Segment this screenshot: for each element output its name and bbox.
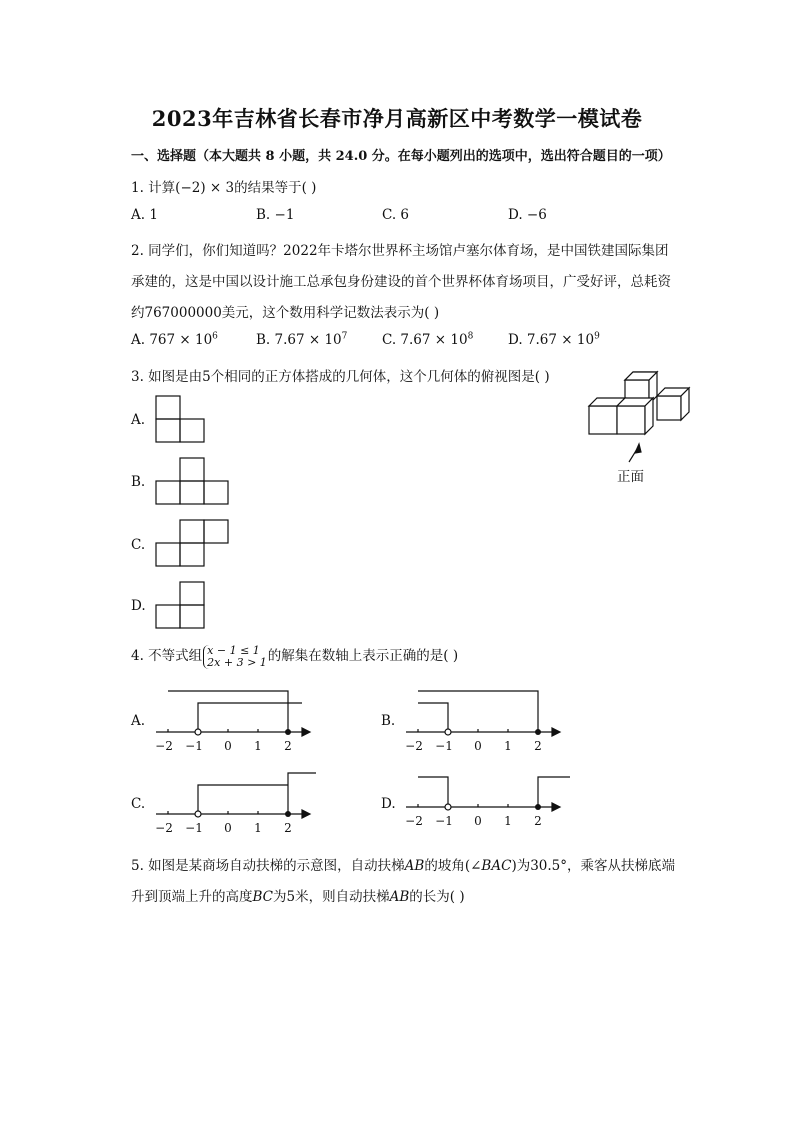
q4-option-d-numberline	[402, 767, 574, 837]
q3-option-b[interactable]: B.	[131, 474, 146, 490]
tick-label: 0	[474, 739, 482, 753]
q2-option-a[interactable]: A. $767 \times 10^6$	[131, 331, 218, 348]
q3-option-c[interactable]: C.	[131, 537, 146, 553]
q4-option-a[interactable]: A.	[131, 713, 146, 729]
tick-label: −1	[435, 739, 453, 753]
q5-line-2: 升到顶端上升的高度BC为5米，则自动扶梯AB的长为( )	[131, 889, 465, 905]
q3-front-label: 正面	[617, 469, 644, 485]
inequality-system: x − 1 ≤ 1 2x + 3 > 1	[203, 645, 267, 669]
tick-label: 2	[534, 739, 542, 753]
q4-stem: 4. 不等式组 x − 1 ≤ 1 2x + 3 > 1的解集在数轴上表示正确的是( )	[131, 643, 459, 669]
tick-label: −2	[155, 739, 173, 753]
q4-option-b-numberline	[402, 685, 566, 755]
q2-option-c[interactable]: C. $7.67 \times 10^8$	[382, 331, 474, 348]
q1-option-d[interactable]: D. −6	[508, 207, 547, 223]
tick-label: −2	[405, 814, 423, 828]
tick-label: 2	[534, 814, 542, 828]
tick-label: 1	[254, 739, 262, 753]
q1-option-a[interactable]: A. 1	[131, 207, 158, 223]
q3-stem: 3. 如图是由5个相同的正方体搭成的几何体，这个几何体的俯视图是( )	[131, 369, 550, 385]
q3-option-d[interactable]: D.	[131, 598, 146, 614]
q2-option-d[interactable]: D. $7.67 \times 10^9$	[508, 331, 600, 348]
q4-option-c-numberline	[152, 767, 320, 837]
tick-label: −2	[405, 739, 423, 753]
section-heading: 一、选择题（本大题共 8 小题，共 24.0 分。在每小题列出的选项中，选出符合题目的一项）	[131, 149, 671, 164]
tick-label: −1	[185, 739, 203, 753]
q4-option-b[interactable]: B.	[381, 713, 396, 729]
tick-label: −2	[155, 821, 173, 835]
tick-label: 1	[254, 821, 262, 835]
tick-label: −1	[185, 821, 203, 835]
tick-label: 0	[224, 739, 232, 753]
q1-option-c[interactable]: C. 6	[382, 207, 410, 223]
tick-label: 0	[474, 814, 482, 828]
tick-label: −1	[435, 814, 453, 828]
q3-option-b-figure	[154, 457, 230, 507]
q5-line-1: 5. 如图是某商场自动扶梯的示意图，自动扶梯AB的坡角(∠BAC)为30.5°，乘客从扶梯底端	[131, 858, 676, 874]
q4-option-c[interactable]: C.	[131, 796, 146, 812]
q2-line-2: 承建的，这是中国以设计施工总承包身份建设的首个世界杯体育场项目，广受好评，总耗资	[131, 274, 671, 290]
q4-option-a-numberline	[152, 685, 316, 755]
q3-option-d-figure	[154, 581, 206, 631]
q2-line-1: 2. 同学们，你们知道吗？2022年卡塔尔世界杯主场馆卢塞尔体育场，是中国铁建国际集团	[131, 243, 669, 259]
q2-line-3: 约767000000美元，这个数用科学记数法表示为( )	[131, 305, 440, 321]
tick-label: 2	[284, 821, 292, 835]
q3-option-a-figure	[154, 395, 206, 445]
q1-option-b[interactable]: B. −1	[256, 207, 295, 223]
tick-label: 1	[504, 739, 512, 753]
q4-option-d[interactable]: D.	[381, 796, 396, 812]
tick-label: 0	[224, 821, 232, 835]
q3-option-c-figure	[154, 519, 230, 569]
q1-stem: 1. 计算(−2) × 3的结果等于( )	[131, 180, 317, 196]
q3-option-a[interactable]: A.	[131, 412, 146, 428]
tick-label: 2	[284, 739, 292, 753]
tick-label: 1	[504, 814, 512, 828]
q2-option-b[interactable]: B. $7.67 \times 10^7$	[256, 331, 348, 348]
exam-title: 2023年吉林省长春市净月高新区中考数学一模试卷	[151, 106, 643, 131]
